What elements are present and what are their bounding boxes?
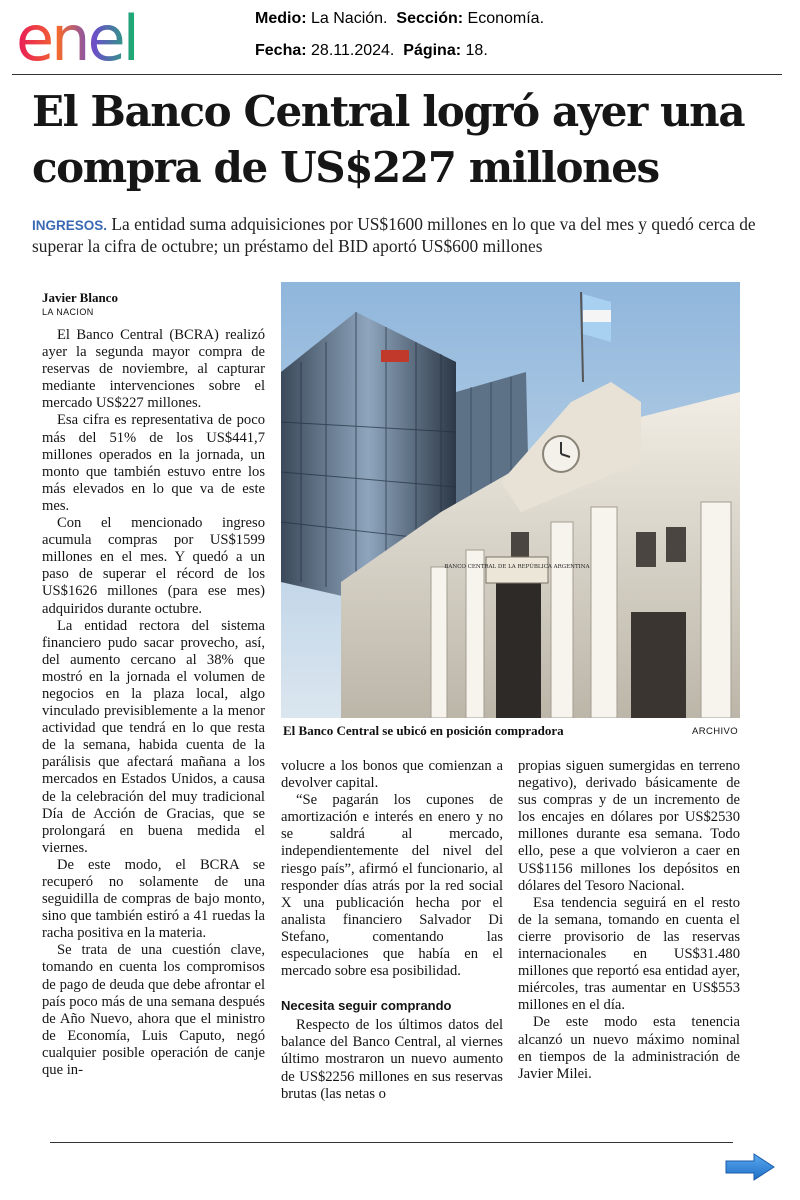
source-info xyxy=(255,10,544,28)
date-info xyxy=(255,42,488,60)
seccion-label: Sección: xyxy=(396,10,464,27)
photo-caption: El Banco Central se ubicó en posición compradora xyxy=(283,723,564,738)
medio-value: La Nación. xyxy=(311,10,388,27)
article-headline: El Banco Central logró ayer una compra de US$227 millones xyxy=(32,87,745,192)
article-column-3 xyxy=(518,758,740,1083)
author-name: Javier Blanco xyxy=(42,290,118,305)
paragraph: Esa cifra es representativa de poco más del 51% de los US$441,7 millones operados en la jornada, un monto que también estuvo entre los más elevados en lo que va de este mes. xyxy=(42,412,265,514)
paragraph: El Banco Central (BCRA) realizó ayer la segunda mayor compra de reservas de noviembre, al capturar mediante intervenciones sobre el mercado US$227 millones. xyxy=(42,327,265,412)
fecha-label: Fecha: xyxy=(255,42,307,59)
paragraph: Respecto de los últimos datos del balance del Banco Central, al viernes último mostraron un nuevo aumento de US$2256 millones en sus reservas brutas (las netas o xyxy=(281,1017,503,1102)
enel-logo xyxy=(14,10,174,70)
photo-credit: ARCHIVO xyxy=(692,726,739,737)
author-source: LA NACION xyxy=(42,307,94,317)
deck-text: La entidad suma adquisiciones por US$1600 millones en lo que va del mes y quedó cerca de superar la cifra de octubre; un préstamo del BID aportó US$600 millones xyxy=(32,214,756,256)
bank-building-photo xyxy=(281,282,740,718)
paragraph-continued: volucre a los bonos que comienzan a devolver capital. xyxy=(281,758,503,792)
pagina-label: Página: xyxy=(403,42,462,59)
deck-kicker: INGRESOS. xyxy=(32,218,108,233)
paragraph: Con el mencionado ingreso acumula compras por US$1599 millones en el mes. Y quedó a un paso de superar el récord de los US$1626 millones (para ese mes) adquiridos durante octubre. xyxy=(42,515,265,617)
medio-label: Medio: xyxy=(255,10,307,27)
pagina-value: 18. xyxy=(465,42,488,59)
article-column-2 xyxy=(281,758,503,1103)
arrow-right-icon[interactable] xyxy=(724,1152,776,1182)
seccion-value: Economía. xyxy=(467,10,545,27)
paragraph: De este modo esta tenencia alcanzó un nuevo máximo nominal en tiempos de la administración de Javier Milei. xyxy=(518,1014,740,1082)
subheading: Necesita seguir comprando xyxy=(281,998,452,1014)
bank-sign-text: BANCO CENTRAL DE LA REPÚBLICA ARGENTINA xyxy=(444,564,590,570)
fecha-value: 28.11.2024. xyxy=(311,42,395,59)
paragraph: Esa tendencia seguirá en el resto de la semana, tomando en cuenta el cierre provisorio de las reservas internacionales en US$31.480 millones que reportó esa entidad ayer, miércoles, tras aumentar en US$553 millones en el día. xyxy=(518,894,740,1014)
paragraph: De este modo, el BCRA se recuperó no solamente de una seguidilla de compras de bajo monto, sino que también estiró a 41 ruedas la racha positiva en la materia. xyxy=(42,856,265,942)
paragraph: “Se pagarán los cupones de amortización e interés en enero y no se saldrá al mercado, independientemente del nivel del riesgo país”, afirmó el funcionario, al responder días atrás por la red social X una publicación hecha por el analista financiero Salvador Di Stefano, comentando las especulaciones que había en el mercado sobre esa posibilidad. xyxy=(281,792,503,980)
article-column-1 xyxy=(42,327,265,1079)
article-deck xyxy=(32,214,777,257)
top-divider xyxy=(12,74,782,75)
paragraph: La entidad rectora del sistema financiero pudo sacar provecho, así, del aumento cercano al 38% que mostró en la jornada el volumen de negocios en la plaza local, algo vinculado previsiblemente a la menor actividad que tendrá en lo que resta de la semana, habida cuenta de la parálisis que afectará mañana a los mercados en Estados Unidos, a causa de la celebración del muy tradicional Día de Acción de Gracias, que se prolongará en buena medida el viernes. xyxy=(42,617,265,856)
paragraph: Se trata de una cuestión clave, tomando en cuenta los compromisos de pago de deuda que debe afrontar el país poco más de una semana después de Año Nuevo, ahora que el ministro de Economía, Luis Caputo, negó cualquier posible operación de canje que in- xyxy=(42,942,265,1079)
bottom-divider xyxy=(50,1142,733,1143)
paragraph-continued: propias siguen sumergidas en terreno negativo), derivado básicamente de sus compras y de un incremento de los encajes en dólares por US$2530 millones durante esa semana. Todo ello, pese a que volvieron a caer en US$1156 millones los depósitos en dólares del Tesoro Nacional. xyxy=(518,758,740,894)
svg-text:enel: enel xyxy=(16,10,137,70)
